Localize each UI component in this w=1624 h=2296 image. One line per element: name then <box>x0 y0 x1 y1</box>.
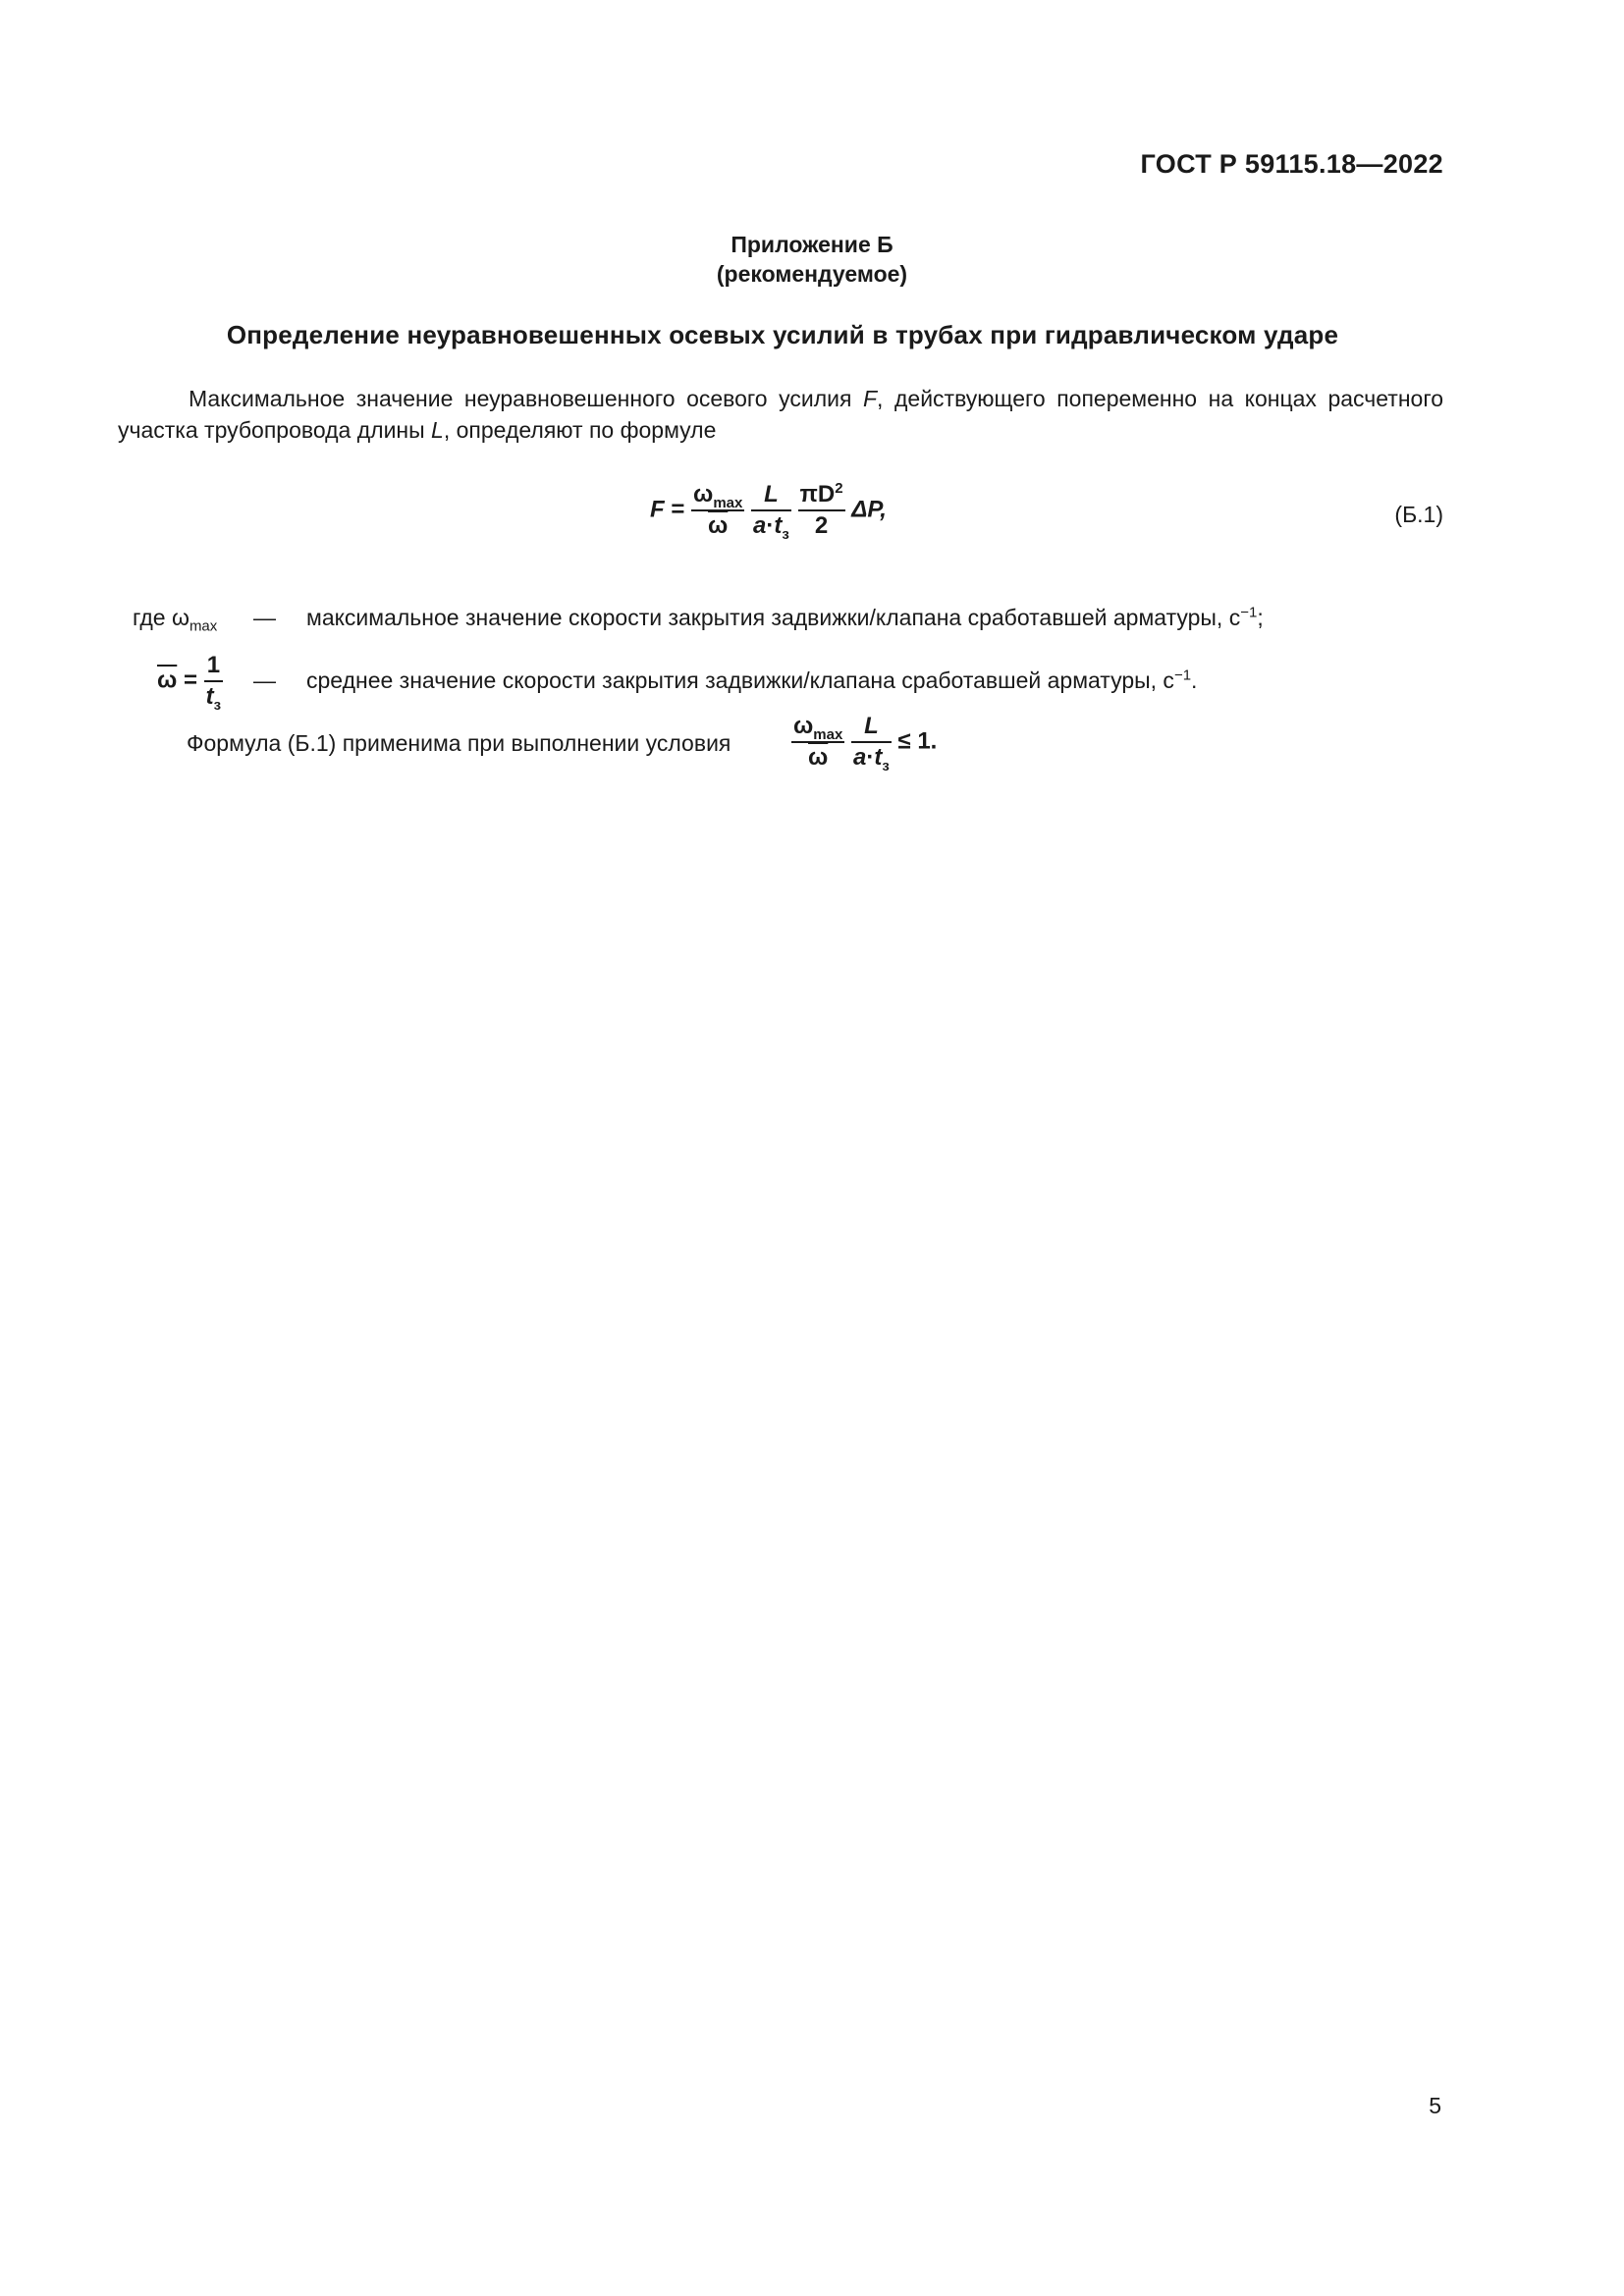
page-number: 5 <box>1429 2093 1441 2118</box>
definition-text-omega-max: максимальное значение скорости закрытия задвижки/клапана сработавшей арматуры, $с^{-1}$; <box>306 604 1264 630</box>
delta-p: ΔP, <box>851 496 887 523</box>
annex-type: (рекомендуемое) <box>716 261 908 287</box>
definition-symbol-omega-mean: $\overline{\omega}$ = $\frac{1}{t_з}$ <box>157 652 222 714</box>
equation-number: (Б.1) <box>1394 502 1443 527</box>
length-time-fraction: $\frac{L}{a\cdot t_з}$ <box>753 481 789 543</box>
definition-symbol-omega-max: где $\omega_{max}$ <box>133 605 218 635</box>
section-title: Определение неуравновешенных осевых усилий в трубах при гидравлическом ударе <box>226 320 1339 349</box>
equals-sign: = <box>671 496 685 523</box>
formula-lhs: F <box>650 496 665 523</box>
definition-dash: — <box>253 605 276 630</box>
area-fraction: $\frac{\pi D^2}{2}$ <box>799 480 843 539</box>
definition-dash: — <box>253 667 276 693</box>
omega-ratio-fraction: $\frac{\omega_{max}}{\omega}$ <box>693 481 743 539</box>
intro-paragraph: Максимальное значение неуравновешенного осевого усилия F, действующего попеременно на концах расчетного участка трубопровода длины L, определяют по формуле <box>118 386 1444 443</box>
condition-text: Формула (Б.1) применима при выполнении условия <box>187 730 731 756</box>
definition-text-omega-mean: среднее значение скорости закрытия задвижки/клапана сработавшей арматуры, $с^{-1}$. <box>306 667 1198 693</box>
annex-title: Приложение Б <box>731 232 893 257</box>
condition-formula: $\frac{\omega_{max}}{\omega}$ $\frac{L}{a\cdot t_з}$ ≤ 1. <box>793 713 938 774</box>
formula-b1 <box>650 481 887 552</box>
standard-code: ГОСТ Р 59115.18—2022 <box>1140 149 1443 179</box>
